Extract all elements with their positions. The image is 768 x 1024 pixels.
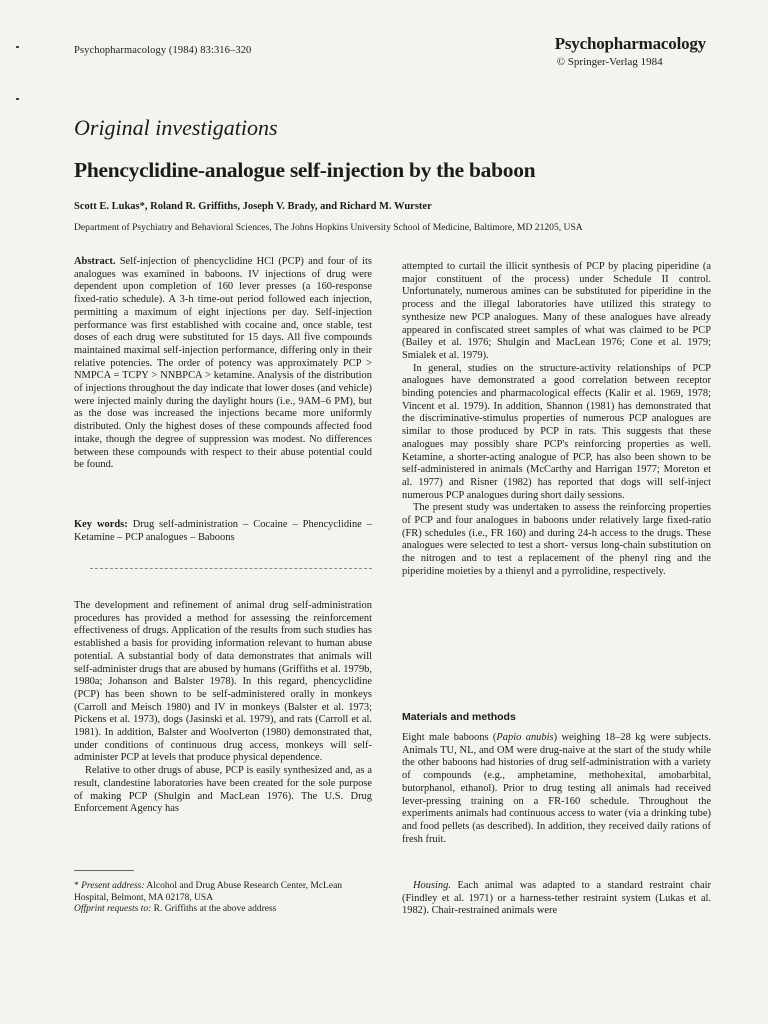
footnote-offprint-label: Offprint requests to: <box>74 904 152 914</box>
footnote-rule <box>74 870 134 871</box>
body-paragraph: attempted to curtail the illicit synthesis of PCP by placing piperidine (a major constituent of the process) under Schedule II control. Unfortunately, numerous amines can be substituted for piperidine in the process and the illegal laboratories have utilized this strategy to synthesize new PCP analogues. Many of these analogues have already appeared in confiscated street samples of what was claimed to be PCP (Bailey et al. 1976; Shulgin and MacLean 1976; Cone et al. 1979; Smialek et al. 1979). <box>402 261 711 361</box>
footnote-present-text: Alcohol and Drug Abuse Research Center, McLean Hospital, Belmont, MA 02178, USA <box>74 881 343 903</box>
journal-name: Psychopharmacology <box>554 34 706 53</box>
methods-text-start: Eight male baboons ( <box>402 732 497 743</box>
abstract-label: Abstract. <box>74 256 116 267</box>
running-head: Psychopharmacology (1984) 83:316–320 <box>74 45 252 56</box>
body-paragraph: The present study was undertaken to assess the reinforcing properties of PCP and four analogues in baboons under relatively large fixed-ratio (FR) schedules (i.e., FR 160) and during 24-h access to the drugs. These analogues were selected to test a short- versus long-chain substitution on the nitrogen and to test a replacement of the phenyl ring and the piperidine moieties by a thienyl and a pyrrolidine, respectively. <box>402 502 711 577</box>
abstract-text: Self-injection of phencyclidine HCl (PCP) and four of its analogues was examined in baboons. IV injections of drug were dependent upon completion of 160 lever presses (a 160-response fixed-ratio schedule). A 3-h time-out period followed each injection, permitting a maximum of eight injections per day. Self-injection performance was first established with cocaine and, once stable, test doses of each drug were substituted for 15 days. All five compounds maintained maximal self-injection performance, differing only in their relative potencies. The order of potency was approximately PCP > NMPCA = TCPY > NNBPCA > ketamine. Analysis of the distribution of injections throughout the day indicate that lower doses (and vehicle) were injected mainly during the daylight hours (i.e., 9AM–6 PM), but as the dose was increased the injections became more uniformly distributed. Only the highest doses of these compounds affected food intake, though the degree of suppression was modest. No differences between these compounds with respect to their abuse potential could be found. <box>74 256 372 471</box>
housing-paragraph <box>402 880 711 918</box>
methods-text <box>402 732 711 846</box>
margin-mark <box>16 46 19 48</box>
section-divider <box>90 568 372 569</box>
margin-mark <box>16 98 19 100</box>
body-paragraph: In general, studies on the structure-activity relationships of PCP analogues have demonstrated a good correlation between receptor binding potencies and pharmacological effects (Kalir et al. 1969, 1978; Vincent et al. 1979). In addition, Shannon (1981) has demonstrated that the discriminative-stimulus properties of numerous PCP analogues are similar to those produced by PCP in rats. This suggests that these analogues may possibly share PCP's reinforcing properties as well. Ketamine, a shorter-acting analogue of PCP, has also been shown to be self-administered in animals (McCarthy and Harrigan 1977; Moreton et al. 1977) and Risner (1982) has reported that dogs will self-inject numerous PCP analogues during short daily sessions. <box>402 362 711 501</box>
author-list: Scott E. Lukas*, Roland R. Griffiths, Joseph V. Brady, and Richard M. Wurster <box>74 201 432 212</box>
publisher-copyright: © Springer-Verlag 1984 <box>556 56 663 68</box>
right-column-text <box>402 261 711 579</box>
affiliation: Department of Psychiatry and Behavioral Sciences, The Johns Hopkins University School of Medicine, Baltimore, MD 21205, USA <box>74 222 583 233</box>
intro-paragraph: The development and refinement of animal drug self-administration procedures has provided a method for assessing the reinforcement effectiveness of drugs. Application of the results from such studies has established a basis for providing information relevant to human abuse potential. A substantial body of data demonstrates that animals will self-administer drugs that are abused by humans (Griffiths et al. 1979b, 1980a; Johanson and Balster 1978). In this regard, phencyclidine (PCP) has been shown to be self-administered orally in monkeys (Carroll and Meisch 1980) and IV in monkeys (Balster et al. 1973; Pickens et al. 1973), dogs (Jasinski et al. 1979), and rats (Carroll et al. 1981). In addition, Balster and Woolverton (1980) demonstrated that, under conditions of continuous drug access, monkeys will self-administer PCP at levels that produce physical dependence. <box>74 600 372 764</box>
methods-text-rest: ) weighing 18–28 kg were subjects. Animals TU, NL, and OM were drug-naive at the start of the study while the other baboons had histories of drug self-administration with a variety of compounds (e.g., amphetamine, methohexital, amobarbital, butorphanol, ethanol). Prior to drug testing all animals had received lever-pressing training on a FR-160 schedule. Throughout the experiments animals had continuous access to water (via a drinking tube) and food pellets (as described). In addition, they received daily rations of fresh fruit. <box>402 732 711 845</box>
footnote-present-label: Present address: <box>81 881 145 891</box>
journal-masthead <box>555 34 706 68</box>
keywords-text: Drug self-administration – Cocaine – Phencyclidine – Ketamine – PCP analogues – Baboons <box>74 519 373 543</box>
article-title: Phencyclidine-analogue self-injection by the baboon <box>74 158 536 182</box>
section-heading: Original investigations <box>74 115 278 140</box>
keywords <box>74 519 372 544</box>
introduction <box>74 600 372 816</box>
abstract <box>74 256 372 472</box>
housing-text: Each animal was adapted to a standard restraint chair (Findley et al. 1971) or a harness-tether restraint system (Lukas et al. 1982). Chair-restrained animals were <box>402 880 711 917</box>
methods-heading: Materials and methods <box>402 711 516 723</box>
footnote: * Present address: Alcohol and Drug Abuse Research Center, McLean Hospital, Belmont, MA 02178, USA Offprint requests to: R. Griffiths at the above address <box>74 881 343 914</box>
keywords-label: Key words: <box>74 519 128 530</box>
footnote-offprint-text: R. Griffiths at the above address <box>153 904 277 914</box>
species-name: Papio anubis <box>496 732 554 743</box>
housing-label: Housing. <box>413 880 451 891</box>
intro-paragraph: Relative to other drugs of abuse, PCP is easily synthesized and, as a result, clandestine laboratories have been created for the sole purpose of making PCP (Shulgin and MacLean 1976). The U.S. Drug Enforcement Agency has <box>74 765 372 815</box>
